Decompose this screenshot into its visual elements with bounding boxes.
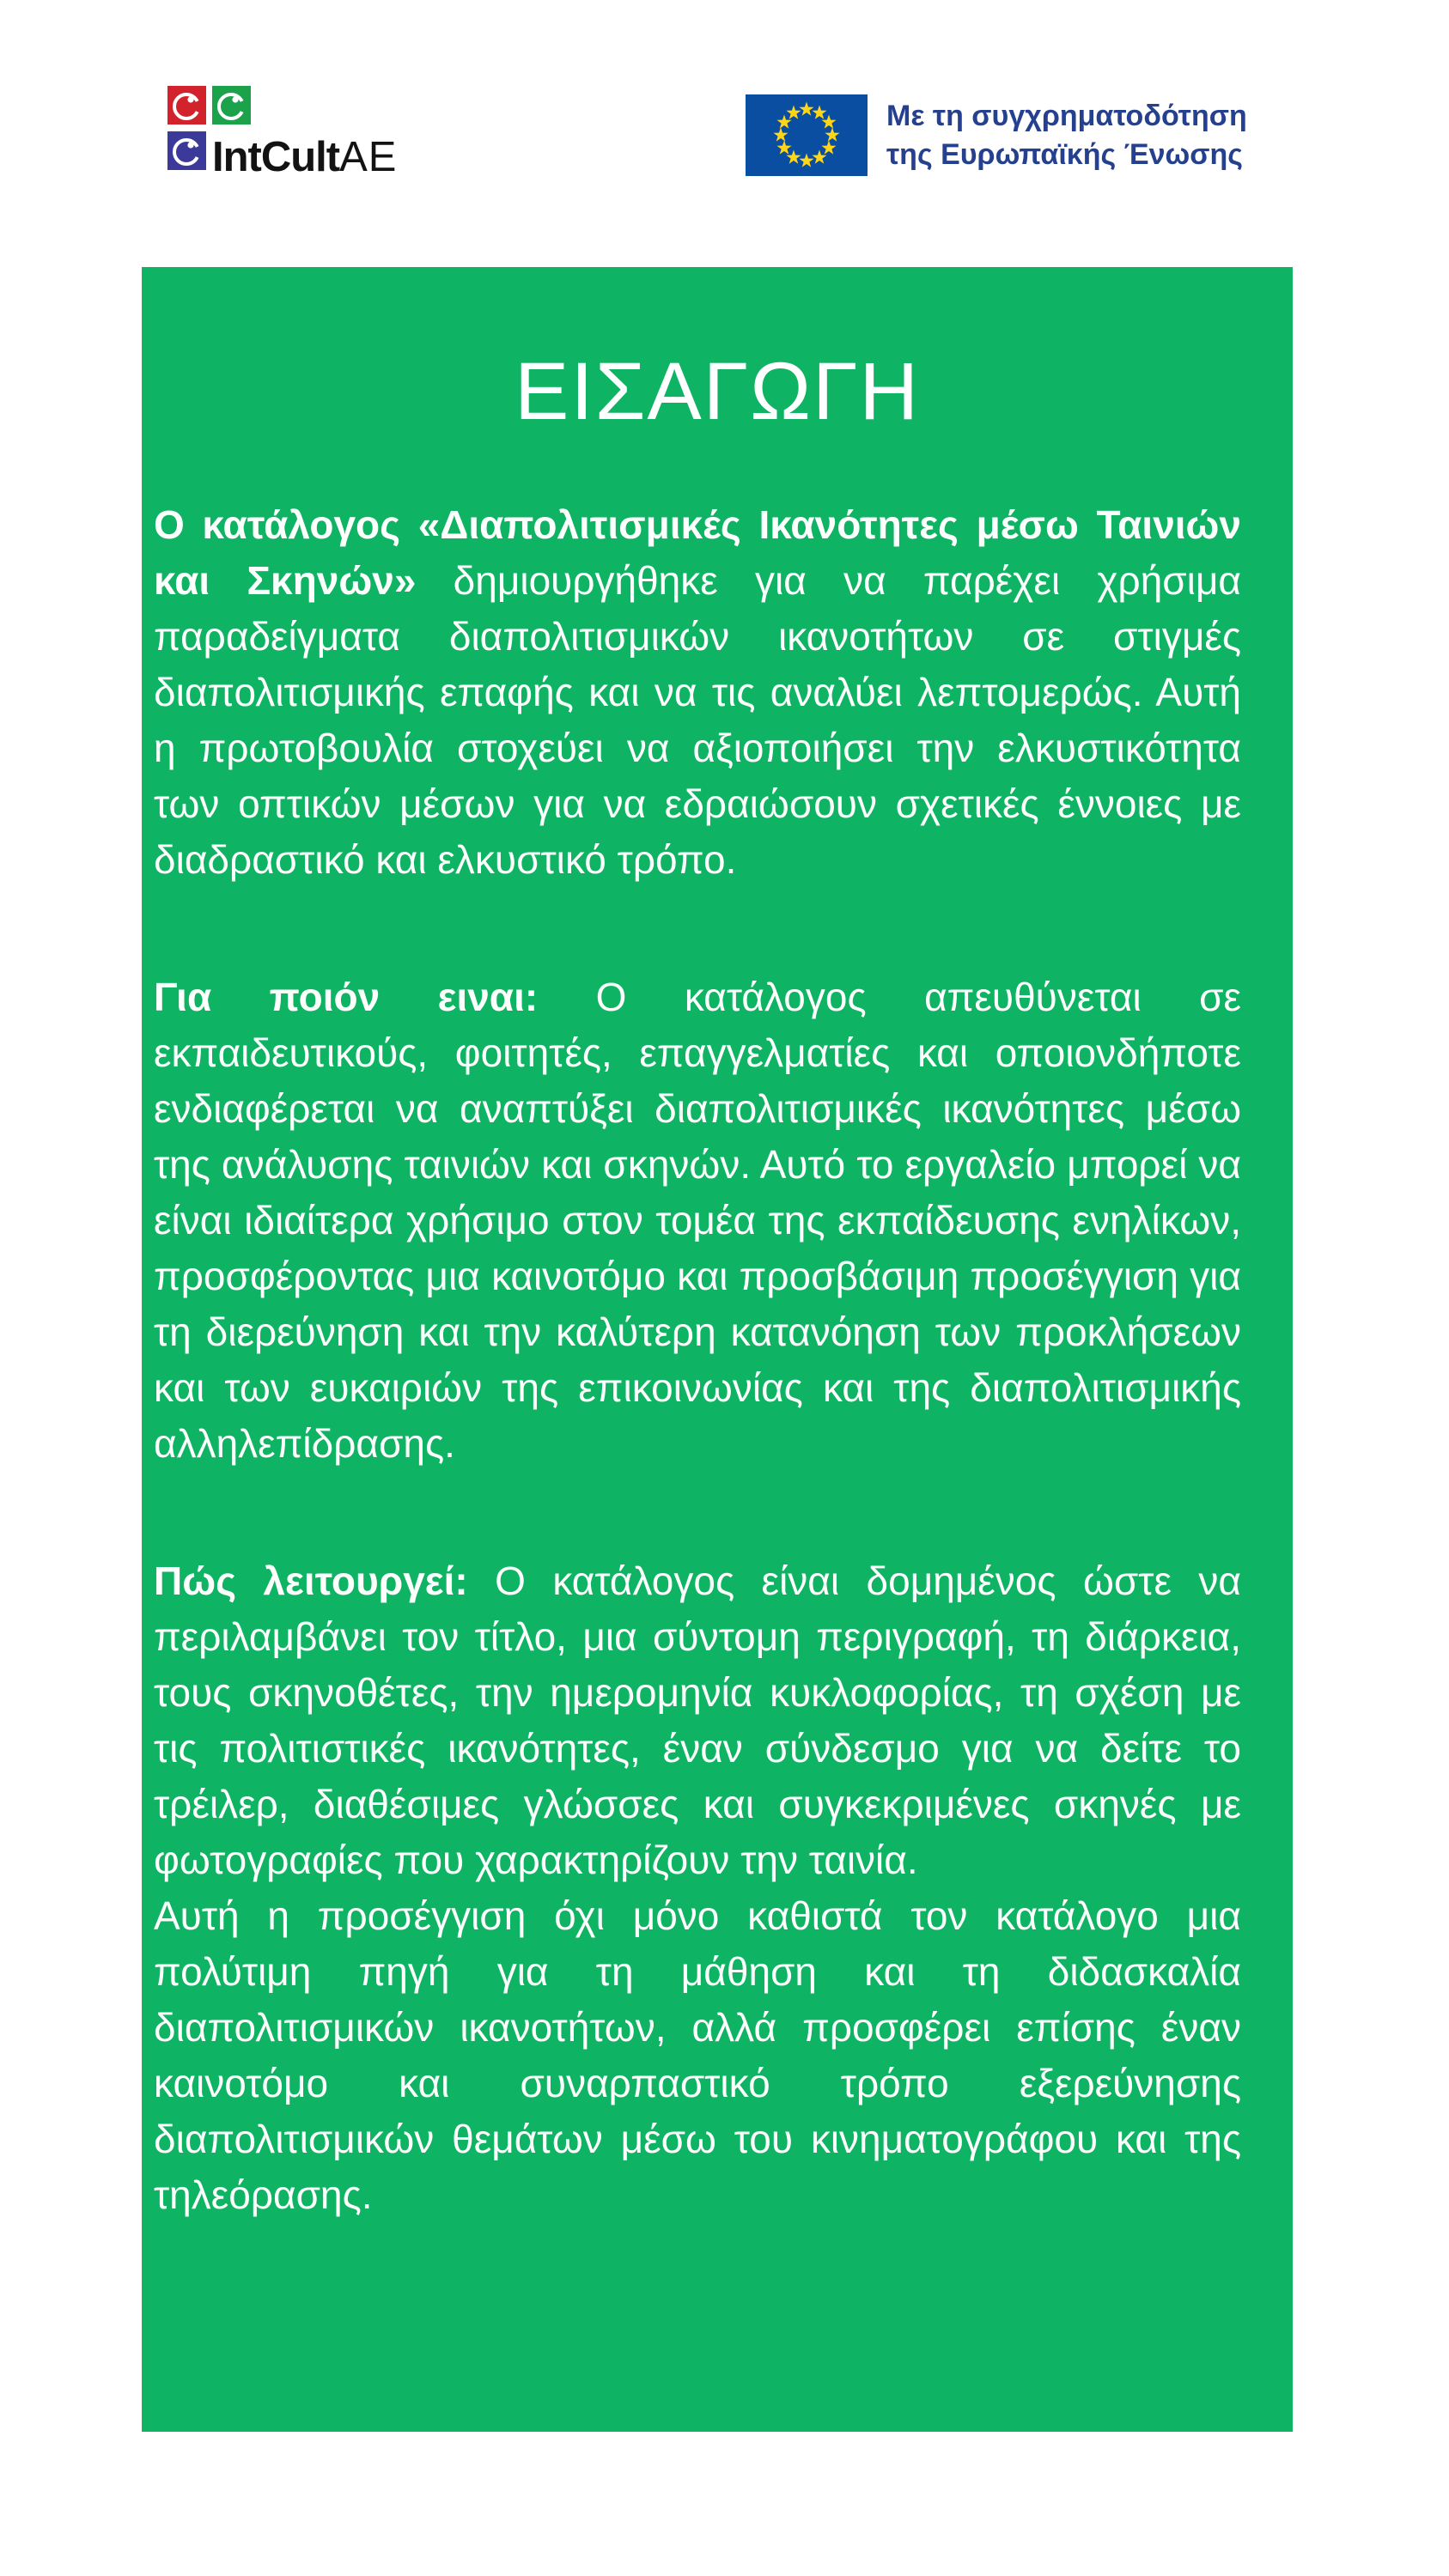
eu-cofunding-text (886, 97, 1247, 174)
logo-square-red-face-icon (167, 86, 206, 125)
paragraph-how-it-works-lead: Πώς λειτουργεί: (154, 1558, 468, 1603)
eu-cofunding-line2: της Ευρωπαϊκής Ένωσης (886, 137, 1243, 171)
intcultae-wordmark-bold: IntCult (212, 134, 340, 180)
intcultae-wordmark-light: AE (339, 134, 398, 180)
paragraph-who-is-it-for-rest: Ο κατάλογος απευθύνεται σε εκπαιδευτικούς, φοιτητές, επαγγελματίες και οποιονδήποτε ενδιαφέρεται να αναπτύξει διαπολιτισμικές ικανότητες μέσω της ανάλυσης ταινιών και σκηνών. Αυτό το εργαλείο μπορεί να είναι ιδιαίτερα χρήσιμο στον τομέα της εκπαίδευσης ενηλίκων, προσφέροντας μια καινοτόμο και προσβάσιμη προσέγγιση για τη διερεύνηση και την καλύτερη κατανόηση των προκλήσεων και των ευκαιριών της επικοινωνίας και της διαπολιτισμικής αλληλεπίδρασης. (154, 974, 1241, 1466)
page-header (0, 0, 1449, 240)
logo-square-blue-face-icon (167, 131, 206, 170)
eu-cofunding-line1: Με τη συγχρηματοδότηση (886, 99, 1247, 132)
eu-cofunding-logo (746, 94, 1247, 176)
logo-squares-bottom-row (167, 131, 528, 180)
intro-section-panel (142, 267, 1293, 2432)
eu-flag-icon (746, 94, 868, 176)
paragraph-catalog-purpose (154, 497, 1241, 888)
paragraph-who-is-it-for-lead: Για ποιόν ειναι: (154, 974, 539, 1019)
paragraph-catalog-purpose-lead: Ο κατάλογος «Διαπολιτισμικές Ικανότητες μέσω Ταινιών και Σκηνών» (154, 501, 1241, 603)
logo-squares-top-row (167, 86, 528, 131)
intcultae-wordmark (212, 131, 398, 180)
intcultae-logo (167, 86, 528, 180)
paragraph-who-is-it-for (154, 969, 1241, 1472)
logo-square-green-face-icon (212, 86, 251, 125)
paragraph-approach-value: Αυτή η προσέγγιση όχι μόνο καθιστά τον κατάλογο μια πολύτιμη πηγή για τη μάθηση και τη διδασκαλία διαπολιτισμικών ικανοτήτων, αλλά προσφέρει επίσης έναν καινοτόμο και συναρπαστικό τρόπο εξερεύνησης διαπολιτισμικών θεμάτων μέσω του κινηματογράφου και της τηλεόρασης. (154, 1893, 1241, 2217)
page-title: ΕΙΣΑΓΩΓΗ (514, 346, 921, 437)
intro-body-text (142, 497, 1293, 2223)
paragraph-how-it-works (154, 1553, 1241, 1888)
paragraph-catalog-purpose-rest: δημιουργήθηκε για να παρέχει χρήσιμα παραδείγματα διαπολιτισμικών ικανοτήτων σε στιγμές διαπολιτισμικής επαφής και να τις αναλύει λεπτομερώς. Αυτή η πρωτοβουλία στοχεύει να αξιοποιήσει την ελκυστικότητα των οπτικών μέσων για να εδραιώσουν σχετικές έννοιες με διαδραστικό και ελκυστικό τρόπο. (154, 557, 1242, 882)
paragraph-how-it-works-rest: Ο κατάλογος είναι δομημένος ώστε να περιλαμβάνει τον τίτλο, μια σύντομη περιγραφή, τη διάρκεια, τους σκηνοθέτες, την ημερομηνία κυκλοφορίας, τη σχέση με τις πολιτιστικές ικανότητες, έναν σύνδεσμο για να δείτε το τρέιλερ, διαθέσιμες γλώσσες και συγκεκριμένες σκηνές με φωτογραφίες που χαρακτηρίζουν την ταινία. (154, 1558, 1241, 1882)
